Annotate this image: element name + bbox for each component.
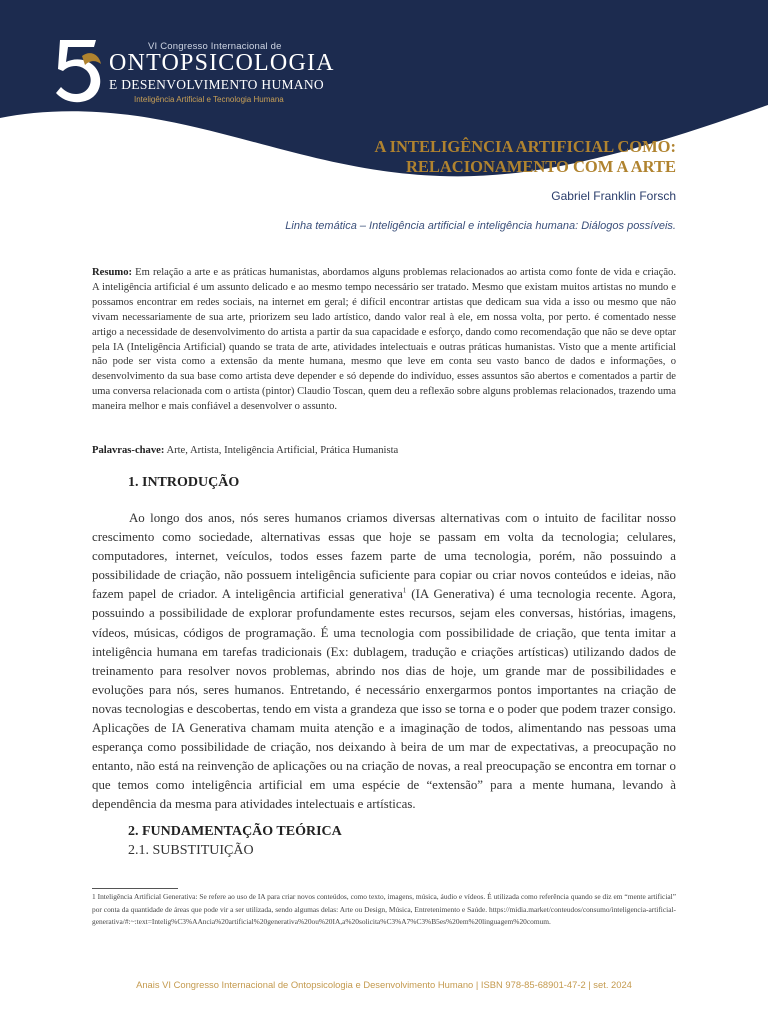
keywords <box>92 443 676 458</box>
footnote-reference: 1 <box>402 587 407 596</box>
thematic-line: Linha temática – Inteligência artificial e inteligência humana: Diálogos possíveis. <box>285 220 676 232</box>
logo-tagline: Inteligência Artificial e Tecnologia Humana <box>134 95 284 104</box>
article-title-line-1: A INTELIGÊNCIA ARTIFICIAL COMO: <box>374 137 676 156</box>
congress-logo <box>52 36 352 108</box>
logo-subtitle: E DESENVOLVIMENTO HUMANO <box>109 77 324 92</box>
section-heading-introduction: 1. INTRODUÇÃO <box>128 475 240 490</box>
congress-number-emblem <box>52 36 108 104</box>
article-title <box>256 137 676 177</box>
intro-text-part-1: Ao longo dos anos, nós seres humanos criamos diversas alternativas com o intuito de facilitar nosso crescimento como sociedade, alternativas essas que hoje se passam em volta da tecnologia; celulares, computadores, internet, veículos, todos esses fazem parte de uma tecnologia, porém, não possuindo a possibilidade de criação, não possuem inteligência suficiente para copiar ou criar novos conteúdos e ideias, não fazem papel de criador. A inteligência artificial generativa <box>92 511 676 602</box>
article-title-line-2: RELACIONAMENTO COM A ARTE <box>405 157 676 176</box>
footnote-divider <box>92 888 178 889</box>
keywords-text: Arte, Artista, Inteligência Artificial, Prática Humanista <box>164 445 399 456</box>
abstract-text: Em relação a arte e as práticas humanistas, abordamos alguns problemas relacionados ao artista como fonte de vida e criação. A inteligência artificial é um assunto delicado e ao mesmo tempo necessário ser tratado. Mesmo que existam muitos artistas no mundo e possamos encontrar em redes sociais, na internet em geral; é difícil encontrar artistas que dedicam sua vida a isso ou mesmo que não vivam necessariamente de sua arte, priorizem seu lado artístico, dando valor real à ele, em nossa volta, por perto. é comentado nesse artigo a necessidade de desenvolvimento do artista a partir da sua capacidade e esforço, dando como recomendação que não se deve optar pela IA (Inteligência Artificial) quando se trata de arte, atividades intelectuais e outras práticas humanistas. Visto que a mente artificial não pode ser vista como a extensão da mente humana, mesmo que leve em conta seu vasto banco de dados e informações, o desenvolvimento da sua base como artista deve depender e só depende do indivíduo, esses assuntos são abertos e comentados a partir de uma conversa relacionada com o artista (pintor) Claudio Toscan, quem deu a reflexão sobre alguns problemas relacionados, trazendo uma maneira melhor e mais confiável a desenvolver o assunto. <box>92 267 676 413</box>
intro-text-part-2: (IA Generativa) é uma tecnologia recente. Agora, possuindo a possibilidade de explorar profundamente estes recursos, sejam eles conversas, histórias, imagens, vídeos, músicas, códigos de programação. É uma tecnologia com possibilidade de criação, que tenta imitar a inteligência humana em tarefas tradicionais (Ex: dublagem, tradução e criações artísticas) utilizando dados de treinamento para resolver novos problemas, abrindo nos dias de hoje, um grande mar de possibilidades e evoluções para nós, seres humanos. Entretando, é necessário enxergarmos pontos importantes na criação de novas tecnologias e descobertas, tendo em vista a grandeza que isso se torna e o poder que podem trazer consigo. Aplicações de IA Generativa chamam muita atenção e a imaginação de todos, alimentando nas pessoas uma esperança como possibilidade de criação, nos deixando à beira de um mar de expectativas, a preocupação no entanto, não está na reinvenção de aplicações ou na criação de novas, a real preocupação se encontra em tornar o que temos como inteligência artificial em uma espécie de “extensão” para a mente humana, levando à dependência da mesma para atividades intelectuais e artísticas. <box>92 587 676 812</box>
author-name: Gabriel Franklin Forsch <box>551 189 676 203</box>
abstract-label: Resumo: <box>92 267 133 278</box>
footnote: 1 Inteligência Artificial Generativa: Se refere ao uso de IA para criar novos conteúdos, como texto, imagens, música, áudio e vídeos. É utilizada como referência quando se diz em “mente artificial” por conta da quantidade de áreas que pode vir a ser utilizada, sendo algumas delas: Arte ou Design, Música, Entretenimento e Saúde. https://midia.market/conteudos/consumo/inteligencia-artificial-generativa/#:~:text=Intelig%C3%AAncia%20artificial%20generativa%20ou%20IA,a%20solicita%C3%A7%C3%B5es%20em%20linguagem%20comum. <box>92 892 676 927</box>
abstract <box>92 266 676 415</box>
introduction-paragraph <box>92 509 676 815</box>
keywords-label: Palavras-chave: <box>92 445 165 456</box>
section-heading-theory: 2. FUNDAMENTAÇÃO TEÓRICA <box>128 824 342 839</box>
logo-title: ONTOPSICOLOGIA <box>109 50 335 76</box>
introduction-body <box>92 509 676 815</box>
subsection-heading-substitution: 2.1. SUBSTITUIÇÃO <box>128 843 254 858</box>
logo-congress-line: VI Congresso Internacional de <box>148 41 282 52</box>
page-footer: Anais VI Congresso Internacional de Ontopsicologia e Desenvolvimento Humano | ISBN 978-85-68901-47-2 | set. 2024 <box>136 979 632 990</box>
